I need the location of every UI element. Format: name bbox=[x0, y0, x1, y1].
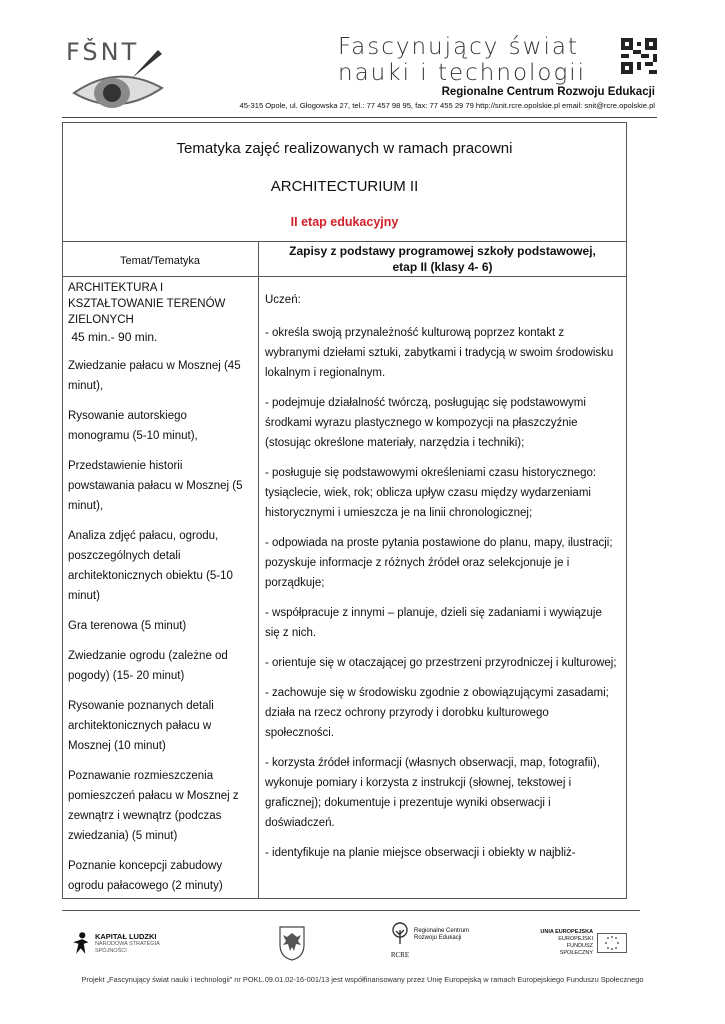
fsnt-logo bbox=[62, 38, 172, 120]
document-subtitle: ARCHITECTURIUM II bbox=[270, 178, 419, 195]
brand-title: Fascynujący świat nauki i technologii bbox=[338, 34, 587, 86]
eu-fund-line2: FUNDUSZ SPOŁECZNY bbox=[559, 943, 594, 956]
topic-item: Analiza zdjęć pałacu, ogrodu, poszczególnych detali architektonicznych obiektu (5-10 minut) bbox=[68, 530, 233, 602]
topic-item: Poznawanie rozmieszczenia pomieszczeń pałacu w Mosznej z zewnątrz i wewnątrz (podczas zwiedzania) (5 minut) bbox=[68, 770, 239, 842]
column-divider bbox=[258, 241, 259, 899]
rcre-logo bbox=[390, 922, 490, 960]
curriculum-point: - współpracuje z innymi – planuje, dzieli się zadaniami i wywiązuje się z nich. bbox=[265, 607, 602, 639]
column-header-topic: Temat/Tematyka bbox=[119, 255, 201, 267]
tree-icon bbox=[390, 922, 410, 946]
topic-item: Przedstawienie historii powstawania pałacu w Mosznej (5 minut), bbox=[68, 460, 243, 512]
rcre-name-line1: Regionalne Centrum bbox=[414, 928, 470, 934]
curriculum-point: - posługuje się podstawowymi określeniami czasu historycznego: tysiąclecie, wiek, rok; oblicza upływ czasu między wydarzeniami historycznymi i umieszcza je na linii chronologicznej; bbox=[265, 467, 597, 519]
topic-column bbox=[68, 280, 250, 906]
eu-flag-icon bbox=[597, 933, 627, 953]
kapital-ludzki-logo bbox=[70, 925, 170, 961]
table-rule bbox=[62, 276, 627, 277]
rcre-abbreviation: RCRE bbox=[390, 951, 410, 959]
topic-item: Rysowanie autorskiego monogramu (5-10 minut), bbox=[68, 410, 198, 442]
coat-of-arms-icon bbox=[278, 925, 306, 961]
organization-name: Regionalne Centrum Rozwoju Edukacji bbox=[441, 86, 655, 98]
curriculum-point: - odpowiada na proste pytania postawione do planu, mapy, ilustracji; pozyskuje informacje z różnych źródeł oraz selekcjonuje je i porządkuje; bbox=[265, 537, 613, 589]
topic-duration: 45 min.- 90 min. bbox=[68, 330, 158, 344]
kl-title: KAPITAŁ LUDZKI bbox=[94, 931, 157, 941]
footer-divider bbox=[62, 910, 640, 911]
curriculum-intro: Uczeń: bbox=[265, 294, 301, 306]
curriculum-point: - określa swoją przynależność kulturową poprzez kontakt z wybranymi dziełami sztuki, zabytkami i tradycją w swoim środowisku lokalnym i regionalnym. bbox=[265, 327, 614, 379]
topic-item: Zwiedzanie pałacu w Mosznej (45 minut), bbox=[68, 360, 241, 392]
eu-name: UNIA EUROPEJSKA bbox=[540, 929, 594, 935]
curriculum-point: - zachowuje się w środowisku zgodnie z obowiązującymi zasadami; działa na rzecz ochrony przyrody i dorobku kulturowego społeczności. bbox=[265, 687, 609, 739]
curriculum-point: - korzysta źródeł informacji (własnych obserwacji, map, fotografii), wykonuje pomiary i korzysta z instrukcji (słownej, tekstowej i graficznej); dokumentuje i prezentuje wyniki obserwacji i doświadczeń. bbox=[265, 757, 600, 829]
eu-fund-line1: EUROPEJSKI bbox=[558, 936, 594, 942]
topic-item: Poznanie koncepcji zabudowy ogrodu pałacowego (2 minuty) bbox=[68, 860, 223, 892]
curriculum-point: - orientuje się w otaczającej go przestrzeni przyrodniczej i kulturowej; bbox=[265, 657, 617, 669]
qr-code-icon bbox=[621, 38, 657, 74]
header-divider bbox=[62, 117, 657, 118]
rcre-name-line2: Rozwoju Edukacji bbox=[414, 935, 462, 941]
table-rule bbox=[62, 241, 627, 242]
document-title: Tematyka zajęć realizowanych w ramach pracowni bbox=[176, 140, 513, 157]
project-footnote: Projekt „Fascynujący świat nauki i technologii” nr POKL.09.01.02-16-001/13 jest współfinansowany przez Unię Europejską w ramach Europejskiego Funduszu Społecznego bbox=[81, 975, 644, 984]
svg-text:FŠNT: FŠNT bbox=[66, 38, 140, 66]
curriculum-point: - podejmuje działalność twórczą, posługując się podstawowymi środkami wyrazu plastycznego w kompozycji na płaszczyźnie (stosując określone materiały, narzędzia i techniki); bbox=[265, 397, 586, 449]
column-header-curriculum: Zapisy z podstawy programowej szkoły podstawowej, etap II (klasy 4- 6) bbox=[289, 244, 596, 274]
kl-subtitle: NARODOWA STRATEGIA SPÓJNOŚCI bbox=[94, 940, 160, 954]
organization-address: 45-315 Opole, ul. Głogowska 27, tel.: 77 457 98 95, fax: 77 455 29 79 http://snit.rcre.opolskie.pl email: snit@rcre.opolskie.pl bbox=[239, 101, 655, 110]
topic-block-title: ARCHITEKTURA I KSZTAŁTOWANIE TERENÓW ZIELONYCH bbox=[68, 282, 226, 326]
curriculum-column bbox=[265, 290, 617, 873]
curriculum-point: - identyfikuje na planie miejsce obserwacji i obiekty w najbliż- bbox=[265, 847, 576, 859]
person-icon bbox=[70, 928, 90, 958]
topic-item: Gra terenowa (5 minut) bbox=[68, 620, 187, 632]
education-stage: II etap edukacyjny bbox=[290, 215, 399, 229]
topic-item: Zwiedzanie ogrodu (zależne od pogody) (15- 20 minut) bbox=[68, 650, 228, 682]
eu-logo bbox=[532, 928, 627, 958]
topic-item: Rysowanie poznanych detali architektonicznych pałacu w Mosznej (10 minut) bbox=[68, 700, 214, 752]
